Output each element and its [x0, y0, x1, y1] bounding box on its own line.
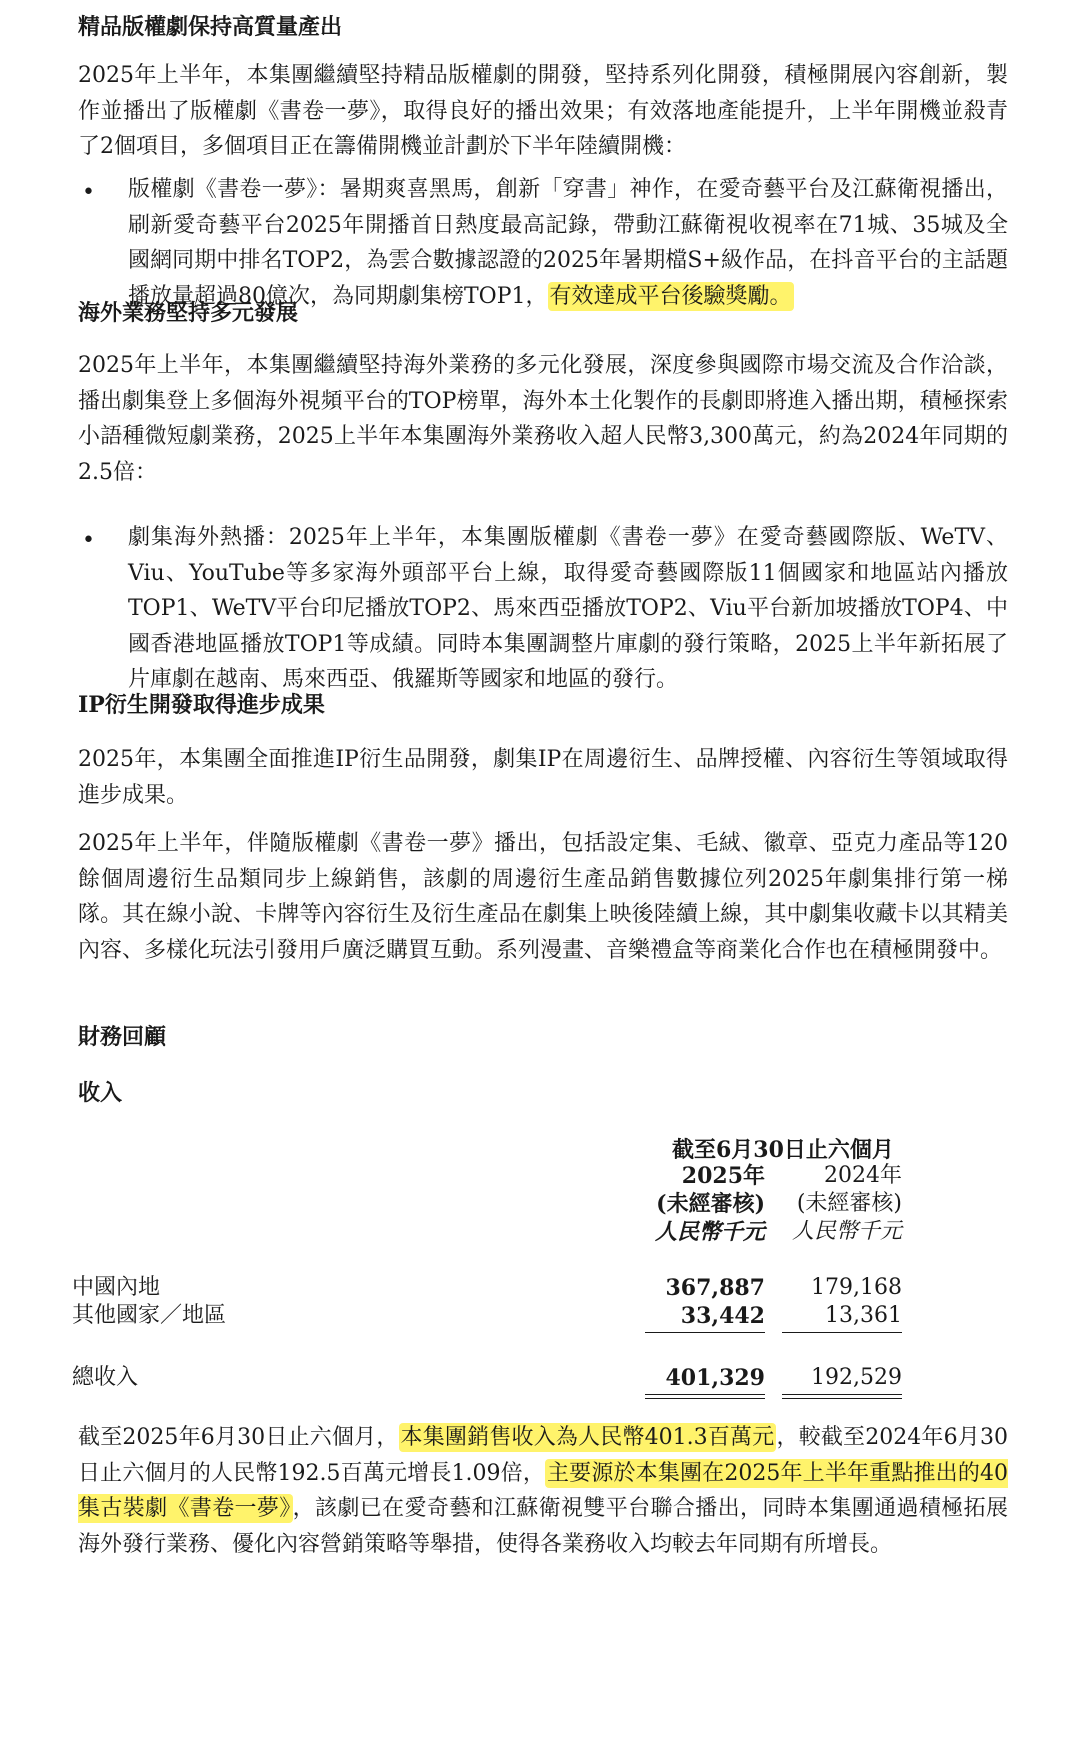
col-header-2025: 2025年 [681, 1163, 765, 1189]
col-audit-2024: (未經審核) [796, 1191, 902, 1216]
section-heading-financial-review: 財務回顧 [78, 1024, 167, 1050]
cell-other-2024: 13,361 [825, 1303, 902, 1328]
bullet-text-main: 版權劇《書卷一夢》：暑期爽喜黑馬，創新「穿書」神作，在愛奇藝平台及江蘇衛視播出，刷新愛奇藝平台2025年開播首日熱度最高記錄，帶動江蘇衛視收視率在71城、35城及全國網同期中排名TOP2，為雲合數據認證的2025年暑期檔S+級作品，在抖音平台的主話題播放量超過80億次，為同期劇集榜TOP1， [128, 177, 1008, 309]
total-double-rule-2024-b [782, 1398, 902, 1399]
paragraph-premium-drama: 2025年上半年，本集團繼續堅持精品版權劇的開發，堅持系列化開發，積極開展內容創新，製作並播出了版權劇《書卷一夢》，取得良好的播出效果；有效落地產能提升，上半年開機並殺青了2個項目，多個項目正在籌備開機並計劃於下半年陸續開機： [78, 63, 1008, 159]
closing-text-1: 截至2025年6月30日止六個月， [78, 1425, 399, 1450]
cell-other-2025: 33,442 [680, 1303, 765, 1329]
table-period-header: 截至6月30日止六個月 [672, 1137, 894, 1163]
highlighted-text-platform-reward: 有效達成平台後驗獎勵。 [549, 283, 792, 309]
row-label-total: 總收入 [72, 1365, 139, 1390]
paragraph-ip-derivatives-1: 2025年，本集團全面推進IP衍生品開發，劇集IP在周邊衍生、品牌授權、內容衍生等領域取得進步成果。 [78, 747, 1008, 808]
col-audit-2025: (未經審核) [656, 1191, 765, 1217]
col-header-2024: 2024年 [824, 1163, 902, 1188]
row-label-mainland: 中國內地 [72, 1275, 161, 1300]
subheading-revenue: 收入 [78, 1080, 123, 1106]
total-double-rule-2024 [782, 1394, 902, 1395]
closing-text-2: ，較截至2024年6月30日止六個月的人民幣192.5百萬元增長1.09倍， [78, 1425, 1008, 1486]
section-heading-premium-drama: 精品版權劇保持高質量產出 [78, 14, 343, 40]
bullet-icon: • [82, 180, 95, 205]
total-double-rule-2025-b [645, 1398, 765, 1399]
highlighted-text-main-source: 主要源於本集團在2025年上半年重點推出的40集古裝劇《書卷一夢》 [78, 1460, 1009, 1521]
paragraph-revenue-analysis [78, 1420, 1008, 1562]
paragraph-ip-derivatives-2: 2025年上半年，伴隨版權劇《書卷一夢》播出，包括設定集、毛絨、徽章、亞克力產品等120餘個周邊衍生品類同步上線銷售，該劇的周邊衍生產品銷售數據位列2025年劇集排行第一梯隊。其在線小說、卡牌等內容衍生及衍生產品在劇集上映後陸續上線，其中劇集收藏卡以其精美內容、多樣化玩法引發用戶廣泛購買互動。系列漫畫、音樂禮盒等商業化合作也在積極開發中。 [78, 831, 1008, 963]
total-double-rule-2025 [645, 1394, 765, 1395]
cell-mainland-2024: 179,168 [811, 1275, 902, 1300]
subtotal-rule-2024 [782, 1332, 902, 1333]
bullet-overseas-broadcast: 劇集海外熱播：2025年上半年，本集團版權劇《書卷一夢》在愛奇藝國際版、WeTV、Viu、YouTube等多家海外頭部平台上線，取得愛奇藝國際版11個國家和地區站內播放TOP1、WeTV平台印尼播放TOP2、馬來西亞播放TOP2、Viu平台新加坡播放TOP4、中國香港地區播放TOP1等成績。同時本集團調整片庫劇的發行策略，2025上半年新拓展了片庫劇在越南、馬來西亞、俄羅斯等國家和地區的發行。 [128, 525, 1008, 692]
bottom-fade-overlay [0, 1653, 1080, 1743]
bullet-icon: • [82, 528, 95, 553]
section-heading-ip-derivatives: IP衍生開發取得進步成果 [78, 692, 325, 718]
row-label-other-regions: 其他國家／地區 [72, 1303, 227, 1328]
bullet-shujuan-yimeng [128, 172, 1008, 314]
cell-total-2024: 192,529 [811, 1365, 902, 1390]
section-heading-overseas: 海外業務堅持多元發展 [78, 300, 299, 326]
highlighted-text-sales-revenue: 本集團銷售收入為人民幣401.3百萬元 [400, 1425, 775, 1450]
col-unit-2024: 人民幣千元 [791, 1219, 902, 1244]
paragraph-overseas: 2025年上半年，本集團繼續堅持海外業務的多元化發展，深度參與國際市場交流及合作洽談，播出劇集登上多個海外視頻平台的TOP榜單，海外本土化製作的長劇即將進入播出期，積極探索小語種微短劇業務，2025上半年本集團海外業務收入超人民幣3,300萬元，約為2024年同期的2.5倍： [78, 353, 1008, 485]
col-unit-2025: 人民幣千元 [654, 1219, 765, 1245]
subtotal-rule-2025 [645, 1332, 765, 1333]
closing-text-3: ，該劇已在愛奇藝和江蘇衛視雙平台聯合播出，同時本集團通過積極拓展海外發行業務、優化內容營銷策略等舉措，使得各業務收入均較去年同期有所增長。 [78, 1496, 1008, 1557]
cell-mainland-2025: 367,887 [665, 1275, 765, 1301]
cell-total-2025: 401,329 [665, 1365, 765, 1391]
